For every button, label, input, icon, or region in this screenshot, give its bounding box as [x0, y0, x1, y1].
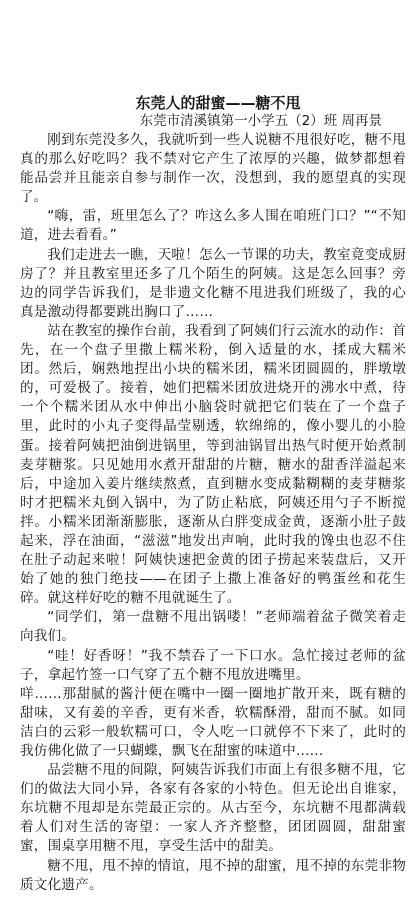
- paragraph-2: “嗨，雷，班里怎么了？咋这么多人围在咱班门口？”“不知道，进去看看。”: [20, 208, 406, 244]
- paragraph-5: “同学们，第一盘糖不甩出锅喽！”老师端着盆子微笑着走向我们。: [20, 609, 406, 645]
- paragraph-8: 品尝糖不甩的间隙，阿姨告诉我们市面上有很多糖不甩，它们的做法大同小异，各家有各家的小特色。但无论出自谁家，东坑糖不甩却是东莞最正宗的。从古至今，东坑糖不甩都满载着人们对生活的寄望：一家人齐齐整整，团团圆圆，甜甜蜜蜜，围桌享用糖不甩，享受生活中的甜美。: [20, 762, 406, 855]
- article-title: 东莞人的甜蜜——糖不甩: [135, 94, 301, 112]
- paragraph-4: 站在教室的操作台前，我看到了阿姨们行云流水的动作：首先，在一个盘子里撒上糯米粉，倒入适量的水，揉成大糯米团。然后，娴熟地捏出小块的糯米团，糯米团圆圆的，胖墩墩的，可爱极了。接着，她们把糯米团放进烧开的沸水中煮，待一个个糯米团从水中伸出小脑袋时就把它们装在了一个盘子里，此时的小丸子变得晶莹剔透，软绵绵的，像小婴儿的小脸蛋。接着阿姨把油倒进锅里，等到油锅冒出热气时便开始煮制麦芽糖浆。只见她用水煮开甜甜的片糖，糖水的甜香洋溢起来后，中途加入姜片继续熬煮，直到糖水变成黏糊糊的麦芽糖浆时才把糯米丸倒入锅中，为了防止粘底，阿姨还用勺子不断搅拌。小糯米团渐渐膨胀，逐渐从白胖变成金黄，逐渐小肚子鼓起来，浮在油面，“滋滋”地发出声响，此时我的馋虫也忍不住在肚子动起来啦！阿姨快速把金黄的团子捞起来装盘后，又开始了她的独门绝技——在团子上撒上准备好的鸭蛋丝和花生碎。就这样好吃的糖不甩就诞生了。: [20, 322, 406, 607]
- paragraph-6: “哇！好香呀！”我不禁吞了一下口水。急忙接过老师的盆子，拿起竹签一口气穿了五个糖不甩放进嘴里。: [20, 647, 406, 683]
- article-byline: 东莞市清溪镇第一小学五（2）班 周再景: [139, 113, 382, 129]
- paragraph-7: 咩……那甜腻的酱汁便在嘴中一圈一圈地扩散开来，既有糖的甜味，又有姜的辛香，更有米香，软糯酥滑，甜而不腻。如同洁白的云彩一般软糯可口，令人吃一口就停不下来了，此时的我仿佛化做了一只蝴蝶，飘飞在甜蜜的味道中……: [20, 685, 406, 759]
- paragraph-3: 我们走进去一瞧，天啦！怎么一节课的功夫，教室竟变成厨房了？并且教室里还多了几个陌生的阿姨。这是怎么回事？旁边的同学告诉我们，是非遗文化糖不甩进我们班级了，我的心真是激动得都要跳出胸口了……: [20, 246, 406, 320]
- paragraph-1: 刚到东莞没多久，我就听到一些人说糖不甩很好吃，糖不甩真的那么好吃吗？我不禁对它产生了浓厚的兴趣，做梦都想着能品尝并且能亲自参与制作一次，没想到，我的愿望真的实现了。: [20, 132, 406, 206]
- paragraph-9: 糖不甩，甩不掉的情谊，甩不掉的甜蜜，甩不掉的东莞非物质文化遗产。: [20, 857, 406, 893]
